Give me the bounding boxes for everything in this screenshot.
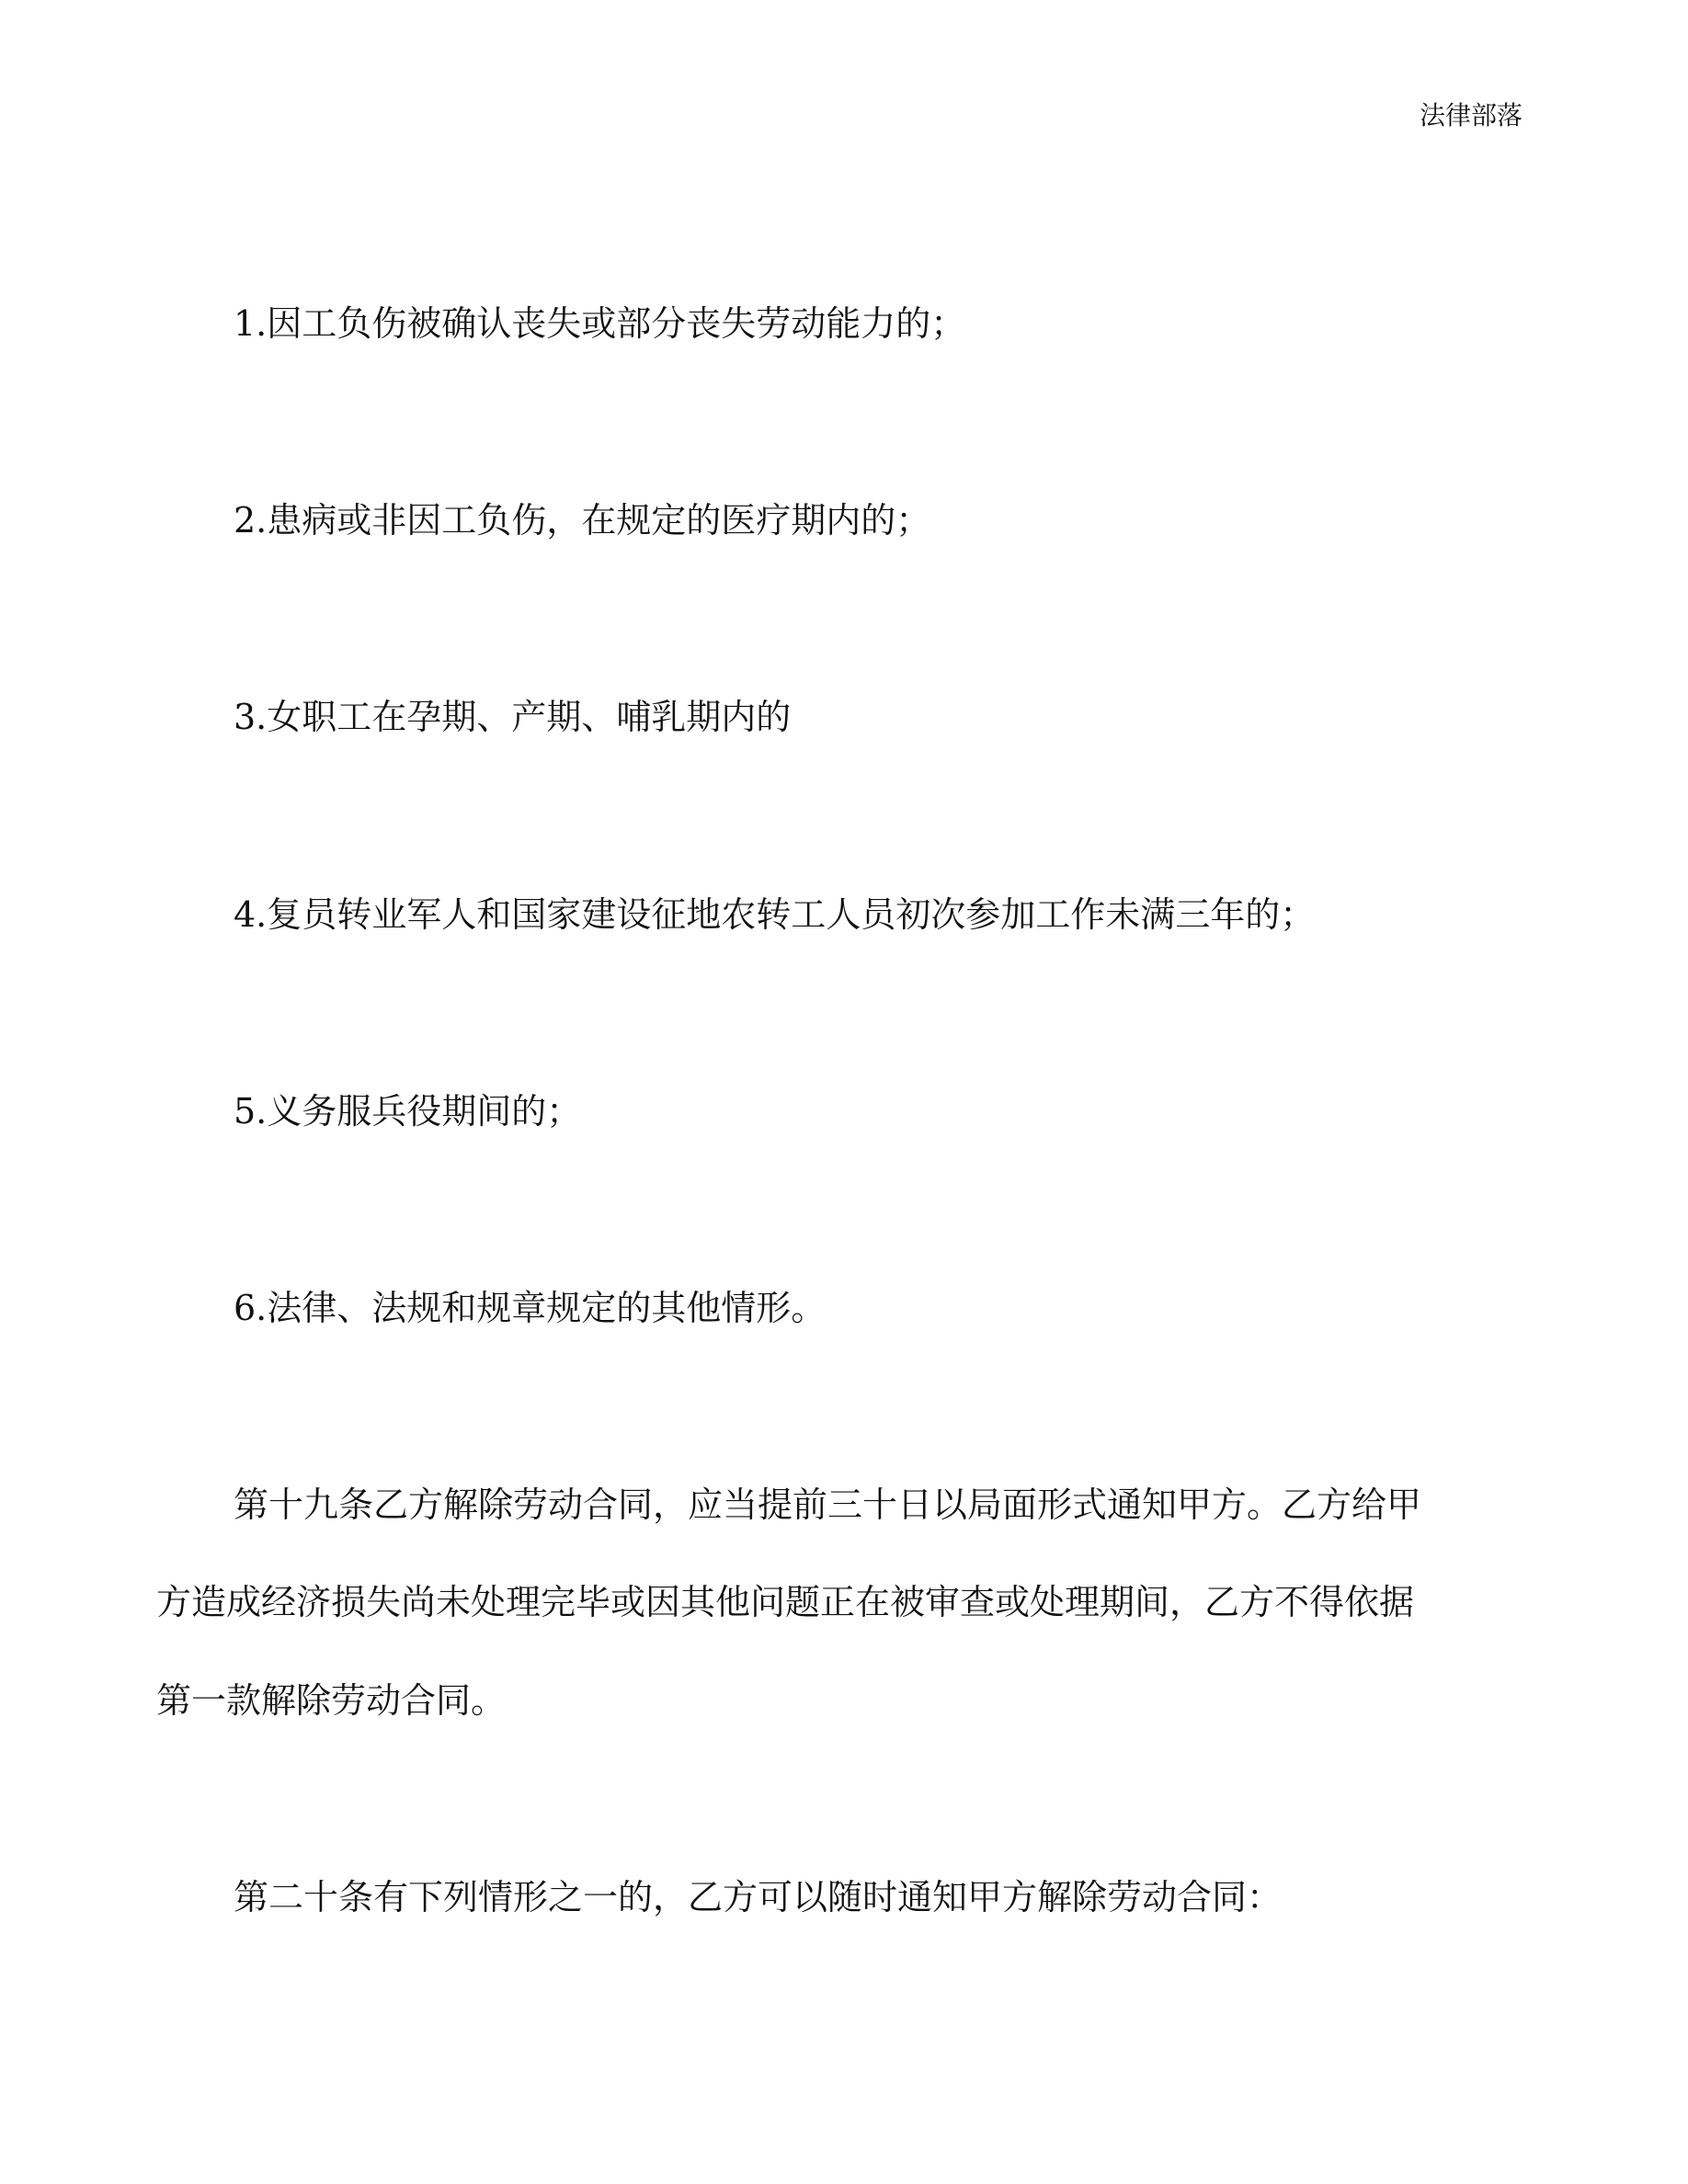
list-item: 5.义务服兵役期间的； [234,1091,582,1132]
article-19-line-3: 第一款解除劳动合同。 [156,1680,507,1721]
list-item: 4.复员转业军人和国家建设征地农转工人员初次参加工作未满三年的； [234,894,1316,935]
list-item: 2.患病或非因工负伤，在规定的医疗期内的； [234,500,931,540]
list-item: 6.法律、法规和规章规定的其他情形。 [234,1288,827,1328]
article-19-line-2: 方造成经济损失尚未处理完毕或因其他问题正在被审查或处理期间，乙方不得依据 [156,1582,1415,1622]
article-19-line-1: 第十九条乙方解除劳动合同，应当提前三十日以局面形式通知甲方。乙方给甲 [234,1484,1422,1525]
article-20-line-1: 第二十条有下列情形之一的，乙方可以随时通知甲方解除劳动合同： [234,1877,1283,1917]
list-item: 3.女职工在孕期、产期、哺乳期内的 [234,697,792,737]
list-item: 1.因工负伤被确认丧失或部分丧失劳动能力的； [234,303,966,344]
site-name: 法律部落 [1419,100,1523,131]
